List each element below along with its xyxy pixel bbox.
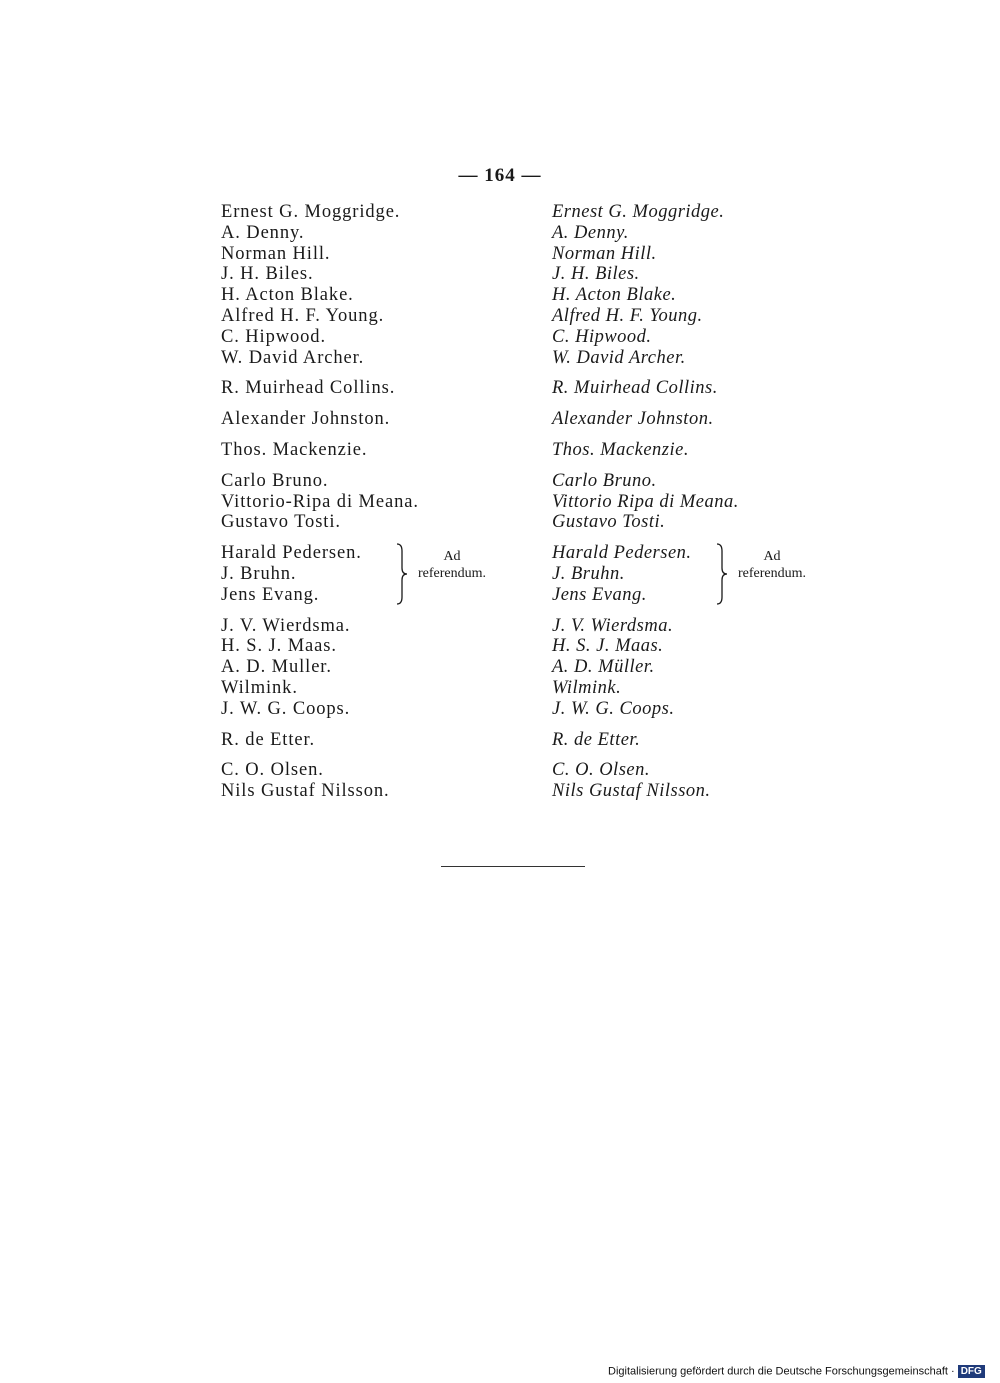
signatory-name-fraktur: R. de Etter. bbox=[552, 729, 641, 750]
signatory-name-fraktur: C. Hipwood. bbox=[552, 326, 652, 347]
signatory-name: Ernest G. Moggridge. bbox=[221, 202, 401, 222]
signatory-group-great-britain bbox=[221, 202, 541, 368]
signatory-name-fraktur: Alfred H. F. Young. bbox=[552, 305, 703, 326]
signatory-name-fraktur: J. V. Wierdsma. bbox=[552, 615, 674, 636]
signatory-name: J. W. G. Coops. bbox=[221, 698, 351, 719]
signatory-name-fraktur: Norman Hill. bbox=[552, 243, 657, 264]
signatory-name-fraktur: A. D. Müller. bbox=[552, 657, 655, 678]
signatory-name: R. Muirhead Collins. bbox=[221, 378, 396, 399]
signatory-name: C. Hipwood. bbox=[221, 326, 326, 347]
signatory-name: R. de Etter. bbox=[221, 729, 316, 750]
signatory-name: Nils Gustaf Nilsson. bbox=[221, 781, 390, 802]
signatory-name: J. H. Biles. bbox=[221, 264, 314, 285]
signatory-name-fraktur: Gustavo Tosti. bbox=[552, 512, 666, 533]
ad-referendum-note bbox=[727, 548, 817, 582]
dfg-logo-icon: DFG bbox=[958, 1365, 985, 1378]
signatory-name: H. Acton Blake. bbox=[221, 285, 354, 306]
closing-rule bbox=[441, 866, 585, 867]
signatory-name-fraktur: Ernest G. Moggridge. bbox=[552, 202, 725, 222]
signatory-name: Jens Evang. bbox=[221, 584, 320, 605]
signatory-name-fraktur: Harald Pedersen. bbox=[552, 543, 692, 564]
signatory-group-italy-fraktur bbox=[552, 471, 872, 533]
signatory-name-fraktur: H. Acton Blake. bbox=[552, 285, 677, 306]
signatory-group-denmark-sweden-fraktur bbox=[552, 760, 872, 802]
signatory-name-fraktur: J. Bruhn. bbox=[552, 563, 625, 584]
signatory-name-fraktur: Thos. Mackenzie. bbox=[552, 439, 689, 460]
signatory-name: Vittorio-Ripa di Meana. bbox=[221, 491, 419, 512]
signatory-name: Thos. Mackenzie. bbox=[221, 439, 368, 460]
signatory-name-fraktur: W. David Archer. bbox=[552, 347, 686, 368]
signatory-name: Gustavo Tosti. bbox=[221, 512, 341, 533]
signatory-group-italy bbox=[221, 471, 541, 533]
signatories-right-column bbox=[552, 202, 872, 812]
ad-label: Ad bbox=[763, 549, 781, 565]
signatory-name-fraktur: Alexander Johnston. bbox=[552, 409, 714, 430]
signatory-name: H. S. J. Maas. bbox=[221, 636, 337, 657]
signatory-name: Alfred H. F. Young. bbox=[221, 305, 385, 326]
signatory-name-fraktur: R. Muirhead Collins. bbox=[552, 378, 718, 399]
signatory-group-new-zealand-fraktur bbox=[552, 440, 872, 461]
signatory-group-australia bbox=[221, 378, 541, 399]
signatory-group-great-britain-fraktur bbox=[552, 202, 872, 368]
signatory-name: Harald Pedersen. bbox=[221, 543, 362, 564]
credit-text: Digitalisierung gefördert durch die Deutsche Forschungsgemeinschaft · bbox=[608, 1365, 955, 1378]
signatory-name-fraktur: H. S. J. Maas. bbox=[552, 636, 664, 657]
signatory-group-canada-fraktur bbox=[552, 409, 872, 430]
signatory-name-fraktur: Jens Evang. bbox=[552, 584, 647, 605]
signatory-group-russia bbox=[221, 730, 541, 751]
signatory-name-fraktur: Wilmink. bbox=[552, 677, 622, 698]
signatory-name-fraktur: C. O. Olsen. bbox=[552, 760, 650, 781]
signatory-name: W. David Archer. bbox=[221, 347, 365, 368]
signatory-name: C. O. Olsen. bbox=[221, 760, 324, 781]
referendum-label: referendum. bbox=[737, 566, 807, 582]
ad-label: Ad bbox=[443, 549, 461, 565]
signatory-group-norway bbox=[221, 543, 541, 605]
signatory-group-norway-fraktur bbox=[552, 543, 872, 605]
ad-referendum-note bbox=[407, 548, 497, 582]
signatory-group-netherlands-fraktur bbox=[552, 616, 872, 720]
page-number: — 164 — bbox=[458, 165, 542, 186]
signatory-name-fraktur: A. Denny. bbox=[552, 222, 629, 243]
signatory-name: Carlo Bruno. bbox=[221, 470, 329, 491]
signatories-left-column bbox=[221, 202, 541, 812]
signatory-name-fraktur: Vittorio Ripa di Meana. bbox=[552, 491, 739, 512]
signatory-name: J. V. Wierdsma. bbox=[221, 615, 351, 636]
signatory-name-fraktur: Nils Gustaf Nilsson. bbox=[552, 781, 711, 802]
signatory-group-australia-fraktur bbox=[552, 378, 872, 399]
signatory-name-fraktur: J. W. G. Coops. bbox=[552, 698, 675, 719]
signatory-name: J. Bruhn. bbox=[221, 563, 297, 584]
referendum-label: referendum. bbox=[417, 566, 487, 582]
signatory-group-denmark-sweden bbox=[221, 760, 541, 802]
signatory-name: Norman Hill. bbox=[221, 243, 331, 264]
signatory-group-canada bbox=[221, 409, 541, 430]
signatory-name: Wilmink. bbox=[221, 677, 298, 698]
signatory-group-new-zealand bbox=[221, 440, 541, 461]
signatory-group-russia-fraktur bbox=[552, 730, 872, 751]
signatory-name-fraktur: J. H. Biles. bbox=[552, 264, 640, 285]
digitization-credit bbox=[608, 1365, 985, 1378]
signatory-group-netherlands bbox=[221, 616, 541, 720]
signatory-name: A. Denny. bbox=[221, 222, 305, 243]
signatory-name-fraktur: Carlo Bruno. bbox=[552, 470, 657, 491]
signatory-name: A. D. Muller. bbox=[221, 657, 332, 678]
signatory-name: Alexander Johnston. bbox=[221, 409, 391, 430]
